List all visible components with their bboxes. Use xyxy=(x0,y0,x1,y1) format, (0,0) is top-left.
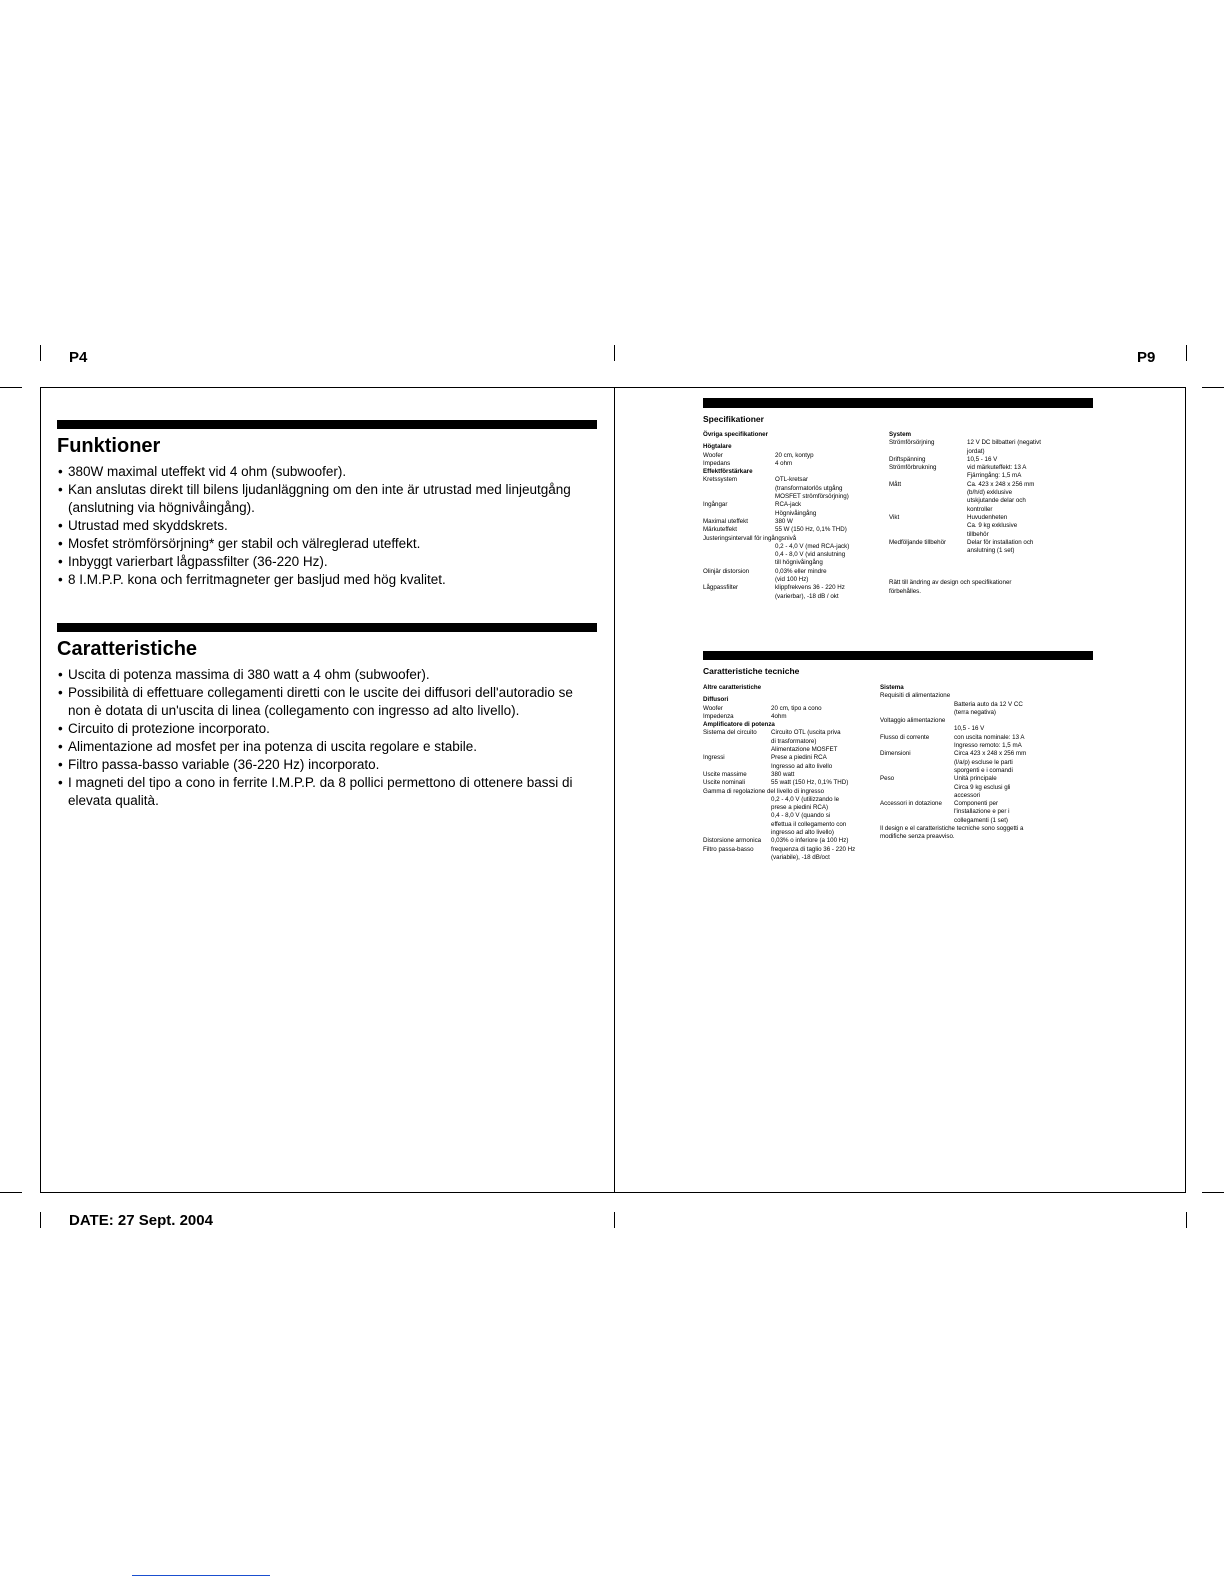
spec-row xyxy=(703,568,873,576)
spec-row xyxy=(889,481,1069,489)
spec-key xyxy=(703,559,775,567)
spec-key: Medföljande tillbehör xyxy=(889,538,947,546)
spec-value: sporgenti e i comandi xyxy=(954,766,1013,774)
spec-key: Woofer xyxy=(703,704,723,712)
section-bar xyxy=(703,651,1093,660)
spec-key: Maximal uteffekt xyxy=(703,517,748,525)
spec-row xyxy=(889,464,1069,472)
spec-value: 0,03% o inferiore (a 100 Hz) xyxy=(771,837,849,845)
spec-value: con uscita nominale: 13 A xyxy=(954,733,1025,741)
spec-list xyxy=(703,696,873,862)
footer-date: DATE: 27 Sept. 2004 xyxy=(69,1212,213,1229)
spec-row xyxy=(703,788,873,796)
spec-value: Högnivåingång xyxy=(775,509,817,517)
spec-col-it-1 xyxy=(703,684,873,862)
spec-value: 55 watt (150 Hz, 0,1% THD) xyxy=(771,779,849,787)
crop-mark xyxy=(1186,345,1187,361)
spec-row xyxy=(880,742,1060,750)
spec-key: Lågpassfilter xyxy=(703,584,739,592)
spec-key xyxy=(703,738,771,746)
list-item: • Utrustad med skyddskrets. xyxy=(58,517,578,535)
spec-value: 380 watt xyxy=(771,770,795,778)
spec-value: Huvudenheten xyxy=(967,513,1008,521)
page-number-left: P4 xyxy=(69,349,88,366)
spec-value xyxy=(775,468,873,476)
spec-key xyxy=(880,742,954,750)
spec-key: Gamma di regolazione del livello di ingresso xyxy=(703,787,825,795)
spec-row xyxy=(880,717,1060,725)
spec-row xyxy=(889,522,1069,530)
spec-value: 10,5 - 16 V xyxy=(967,455,998,463)
spec-key xyxy=(880,725,954,733)
spec-key xyxy=(889,522,967,530)
spec-key xyxy=(703,821,771,829)
spec-key xyxy=(703,854,771,862)
spec-row xyxy=(703,485,873,493)
list-item: • Alimentazione ad mosfet per ina potenza di uscita regolare e stabile. xyxy=(58,738,578,756)
spec-row xyxy=(889,531,1069,539)
spec-row xyxy=(880,701,1060,709)
spec-value: di trasformatore) xyxy=(771,737,817,745)
spec-value: Prese a piedini RCA xyxy=(771,754,827,762)
spec-key: Driftspänning xyxy=(889,455,926,463)
spec-key: Märkuteffekt xyxy=(703,526,737,534)
spec-key xyxy=(703,746,771,754)
spec-value: (vid 100 Hz) xyxy=(775,576,809,584)
funktioner-list xyxy=(58,463,578,589)
spec-key xyxy=(703,804,771,812)
spec-value: (transformatorlös utgång xyxy=(775,484,843,492)
spec-col-sv-1 xyxy=(703,431,873,601)
spec-value: l'installazione e per i xyxy=(954,808,1010,816)
spec-row xyxy=(703,796,873,804)
spec-row xyxy=(703,854,873,862)
spec-row xyxy=(889,472,1069,480)
spec-row xyxy=(703,535,873,543)
spec-row xyxy=(703,468,873,476)
spec-list xyxy=(703,443,873,601)
spec-value: kontroller xyxy=(967,505,993,513)
spec-row xyxy=(880,784,1060,792)
spec-row xyxy=(889,448,1069,456)
spec-value: Alimentazione MOSFET xyxy=(771,746,838,754)
spec-key xyxy=(703,593,775,601)
spec-col-sv-2 xyxy=(889,431,1069,596)
spec-key: Impedans xyxy=(703,459,731,467)
spec-key: Mått xyxy=(889,480,902,488)
list-item: • Mosfet strömförsörjning* ger stabil och välreglerad uteffekt. xyxy=(58,535,578,553)
spec-row xyxy=(703,526,873,534)
spec-subtitle: Sistema xyxy=(880,684,904,691)
spec-row xyxy=(703,593,873,601)
spec-row xyxy=(703,551,873,559)
spec-row xyxy=(703,443,873,451)
spec-key xyxy=(880,817,954,825)
section-bar xyxy=(57,623,597,632)
spec-key xyxy=(889,497,967,505)
spec-value: 20 cm, kontyp xyxy=(775,451,814,459)
crop-mark xyxy=(0,387,22,388)
crop-mark xyxy=(1202,1192,1224,1193)
spec-key xyxy=(889,547,967,555)
list-item: • 8 I.M.P.P. kona och ferritmagneter ger basljud med hög kvalitet. xyxy=(58,571,578,589)
spec-value: utskjutande delar och xyxy=(967,497,1026,505)
spec-row xyxy=(703,460,873,468)
crop-mark xyxy=(614,1212,615,1228)
spec-note: Rätt till ändring av design och specifikationer förbehålles. xyxy=(889,579,1012,595)
spec-key: Peso xyxy=(880,775,895,783)
spec-row xyxy=(703,452,873,460)
spec-key: Kretssystem xyxy=(703,476,738,484)
spec-key: Sistema del circuito xyxy=(703,729,757,737)
section-bar xyxy=(57,420,597,429)
page-divider xyxy=(614,387,615,1193)
spec-key xyxy=(880,784,954,792)
spec-row xyxy=(880,759,1060,767)
spec-row xyxy=(703,729,873,737)
spec-value: 0,2 - 4,0 V (utilizzando le xyxy=(771,795,840,803)
spec-value: Ca. 423 x 248 x 256 mm xyxy=(967,480,1035,488)
spec-row xyxy=(880,792,1060,800)
spec-row xyxy=(703,476,873,484)
spec-value: 55 W (150 Hz, 0,1% THD) xyxy=(775,526,847,534)
spec-row xyxy=(703,804,873,812)
spec-note: Il design e el caratteristiche tecniche sono soggetti a modifiche senza preavviso. xyxy=(880,825,1024,841)
spec-value: tillbehör xyxy=(967,530,989,538)
spec-value: Circa 9 kg esclusi gli xyxy=(954,783,1011,791)
spec-row xyxy=(889,497,1069,505)
spec-key: Justeringsintervall för ingångsnivå xyxy=(703,534,797,542)
spec-value: frequenza di taglio 36 - 220 Hz xyxy=(771,845,856,853)
caratteristiche-title: Caratteristiche xyxy=(57,638,198,660)
spec-key: Distorsione armonica xyxy=(703,837,762,845)
spec-key: Accessori in dotazione xyxy=(880,800,942,808)
spec-value: vid märkuteffekt: 13 A xyxy=(967,464,1027,472)
crop-mark xyxy=(1186,1212,1187,1228)
spec-row xyxy=(703,837,873,845)
spec-list xyxy=(889,439,1069,555)
spec-key: Voltaggio alimentazione xyxy=(880,717,946,725)
list-item: • Possibilità di effettuare collegamenti diretti con le uscite dei diffusori dell'autoradio se non è dotata di un'uscita di linea (collegamento con ingresso ad alto livello). xyxy=(58,684,578,720)
spec-key: Flusso di corrente xyxy=(880,733,930,741)
spec-key xyxy=(703,763,771,771)
spec-title-it: Caratteristiche tecniche xyxy=(703,666,800,676)
spec-value: 0,4 - 8,0 V (vid anslutning xyxy=(775,551,846,559)
spec-subtitle: Övriga specifikationer xyxy=(703,431,768,438)
spec-value: (terra negativa) xyxy=(954,708,996,716)
spec-row xyxy=(889,539,1069,547)
page-number-right: P9 xyxy=(1137,349,1156,366)
spec-key: Amplificatore di potenza xyxy=(703,721,775,729)
underline-mark xyxy=(132,1575,270,1576)
spec-row xyxy=(703,501,873,509)
spec-row xyxy=(880,734,1060,742)
spec-value: RCA-jack xyxy=(775,501,802,509)
spec-key: Dimensioni xyxy=(880,750,911,758)
spec-key xyxy=(703,510,775,518)
spec-row xyxy=(703,584,873,592)
spec-key xyxy=(880,808,954,816)
spec-value: MOSFET strömförsörjning) xyxy=(775,493,849,501)
spec-row xyxy=(703,763,873,771)
spec-key: Strömförsörjning xyxy=(889,439,935,447)
spec-value: jordat) xyxy=(967,447,985,455)
spec-list xyxy=(880,692,1060,825)
spec-value: 380 W xyxy=(775,517,793,525)
spec-key: Uscite massime xyxy=(703,770,747,778)
spec-row xyxy=(703,696,873,704)
spec-key: Uscite nominali xyxy=(703,779,745,787)
spec-key xyxy=(889,489,967,497)
spec-col-it-2 xyxy=(880,684,1060,842)
section-bar xyxy=(703,398,1093,408)
spec-key xyxy=(880,792,954,800)
spec-row xyxy=(703,779,873,787)
spec-row xyxy=(703,829,873,837)
spec-row xyxy=(703,821,873,829)
spec-key xyxy=(880,709,954,717)
caratteristiche-list xyxy=(58,666,578,810)
spec-value: Ca. 9 kg exklusive xyxy=(967,522,1018,530)
spec-key xyxy=(703,543,775,551)
crop-mark xyxy=(0,1192,22,1193)
spec-row xyxy=(889,547,1069,555)
spec-value: effettua il collegamento con xyxy=(771,820,847,828)
spec-key xyxy=(703,485,775,493)
spec-value: Delar för installation och xyxy=(967,538,1034,546)
spec-value: 0,03% eller mindre xyxy=(775,567,827,575)
spec-value: Batteria auto da 12 V CC xyxy=(954,700,1023,708)
spec-value: 10,5 - 16 V xyxy=(954,725,985,733)
spec-row xyxy=(880,817,1060,825)
list-item: • Inbyggt varierbart lågpassfilter (36-220 Hz). xyxy=(58,553,578,571)
spec-value: 4 ohm xyxy=(775,459,793,467)
spec-key xyxy=(703,796,771,804)
spec-key: Effektförstärkare xyxy=(703,468,753,476)
spec-row xyxy=(880,692,1060,700)
crop-mark xyxy=(40,345,41,361)
spec-row xyxy=(889,456,1069,464)
spec-row xyxy=(889,439,1069,447)
spec-row xyxy=(703,846,873,854)
spec-value: Unità principale xyxy=(954,775,997,783)
funktioner-title: Funktioner xyxy=(57,435,161,457)
spec-row xyxy=(880,725,1060,733)
spec-key xyxy=(889,506,967,514)
spec-key xyxy=(889,531,967,539)
spec-row xyxy=(880,767,1060,775)
spec-row xyxy=(880,709,1060,717)
spec-value: prese a piedini RCA) xyxy=(771,804,829,812)
spec-value: accessori xyxy=(954,791,981,799)
spec-row xyxy=(703,746,873,754)
spec-subtitle: Altre caratteristiche xyxy=(703,684,762,691)
spec-value: 4ohm xyxy=(771,712,787,720)
spec-value: (variabile), -18 dB/oct xyxy=(771,853,830,861)
spec-row xyxy=(703,543,873,551)
spec-key xyxy=(703,493,775,501)
spec-row xyxy=(703,754,873,762)
spec-row xyxy=(703,721,873,729)
spec-key: Ingressi xyxy=(703,754,725,762)
spec-key xyxy=(880,767,954,775)
spec-title-sv: Specifikationer xyxy=(703,414,764,424)
list-item: • Circuito di protezione incorporato. xyxy=(58,720,578,738)
spec-value: anslutning (1 set) xyxy=(967,547,1015,555)
spec-value: OTL-kretsar xyxy=(775,476,809,484)
spec-key xyxy=(880,759,954,767)
spec-value xyxy=(775,443,873,451)
spec-row xyxy=(703,518,873,526)
spec-row xyxy=(703,493,873,501)
spec-row xyxy=(703,576,873,584)
spec-value: Fjärringång: 1,5 mA xyxy=(967,472,1022,480)
spec-value: Componenti per xyxy=(954,800,999,808)
spec-row xyxy=(880,775,1060,783)
list-item: • 380W maximal uteffekt vid 4 ohm (subwoofer). xyxy=(58,463,578,481)
spec-key xyxy=(703,576,775,584)
spec-value: Ingresso ad alto livello xyxy=(771,762,833,770)
spec-value: 20 cm, tipo a cono xyxy=(771,704,822,712)
spec-key: Olinjär distorsion xyxy=(703,567,750,575)
crop-mark xyxy=(40,1212,41,1228)
spec-row xyxy=(703,738,873,746)
spec-value: (l/a/p) escluse le parti xyxy=(954,758,1013,766)
spec-value: Circa 423 x 248 x 256 mm xyxy=(954,750,1027,758)
spec-row xyxy=(880,750,1060,758)
spec-key: Filtro passa-basso xyxy=(703,845,754,853)
spec-row xyxy=(880,800,1060,808)
crop-mark xyxy=(1202,387,1224,388)
spec-value: Ingresso remoto: 1,5 mA xyxy=(954,742,1022,750)
spec-row xyxy=(703,510,873,518)
spec-value: (b/h/d) exklusive xyxy=(967,489,1013,497)
spec-value: ingresso ad alto livello) xyxy=(771,829,834,837)
spec-key xyxy=(703,829,771,837)
spec-value xyxy=(771,696,873,704)
spec-key: Impedenza xyxy=(703,712,734,720)
list-item: • Kan anslutas direkt till bilens ljudanläggning om den inte är utrustad med linjeutgång (anslutning via högnivåingång). xyxy=(58,481,578,517)
spec-key: Vikt xyxy=(889,513,900,521)
spec-key: Ingångar xyxy=(703,501,728,509)
spec-subtitle: System xyxy=(889,431,912,438)
spec-value: collegamenti (1 set) xyxy=(954,816,1008,824)
spec-value: klippfrekvens 36 - 220 Hz xyxy=(775,584,845,592)
list-item: • I magneti del tipo a cono in ferrite I.M.P.P. da 8 pollici permettono di ottenere bassi di elevata qualità. xyxy=(58,774,578,810)
spec-row xyxy=(703,705,873,713)
spec-key: Requisiti di alimentazione xyxy=(880,692,951,700)
spec-row xyxy=(703,812,873,820)
list-item: • Filtro passa-basso variable (36-220 Hz) incorporato. xyxy=(58,756,578,774)
spec-value: till högnivåingång xyxy=(775,559,823,567)
spec-value: 0,4 - 8,0 V (quando si xyxy=(771,812,831,820)
list-item: • Uscita di potenza massima di 380 watt a 4 ohm (subwoofer). xyxy=(58,666,578,684)
spec-row xyxy=(889,514,1069,522)
spec-row xyxy=(889,489,1069,497)
spec-key xyxy=(703,812,771,820)
crop-mark xyxy=(614,345,615,361)
spec-key xyxy=(703,551,775,559)
spec-row xyxy=(880,808,1060,816)
spec-key xyxy=(889,472,967,480)
spec-value: Circuito OTL (uscita priva xyxy=(771,729,841,737)
spec-value: (varierbar), -18 dB / okt xyxy=(775,592,839,600)
spec-row xyxy=(889,506,1069,514)
spec-value: 12 V DC bilbatteri (negativt xyxy=(967,439,1041,447)
spec-key: Diffusori xyxy=(703,696,729,704)
spec-key xyxy=(889,448,967,456)
spec-key: Woofer xyxy=(703,451,723,459)
spec-value: 0,2 - 4,0 V (med RCA-jack) xyxy=(775,542,850,550)
spec-key: Högtalare xyxy=(703,443,732,451)
spec-row xyxy=(703,559,873,567)
spec-row xyxy=(703,771,873,779)
spec-key xyxy=(880,701,954,709)
spec-key: Strömförbrukning xyxy=(889,464,937,472)
spec-row xyxy=(703,713,873,721)
